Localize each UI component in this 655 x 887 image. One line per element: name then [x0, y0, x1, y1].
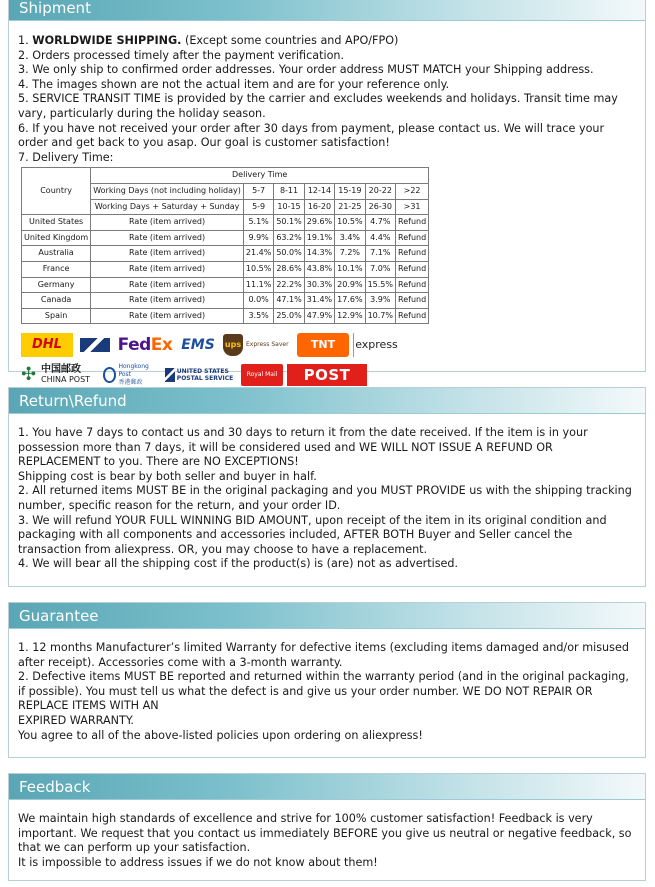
rate-cell: 20.9% [335, 277, 365, 293]
rate-cell: 7.2% [335, 246, 365, 262]
rate-cell: 9.9% [243, 230, 273, 246]
rate-cell: 50.0% [274, 246, 304, 262]
country-header: Country [22, 168, 91, 215]
shipment-item-1: 1. WORLDWIDE SHIPPING. (Except some countries and APO/FPO) [18, 34, 399, 47]
dhl-logo: DHL [21, 333, 73, 357]
table-row [22, 215, 429, 231]
country-cell: France [22, 261, 91, 277]
rate-cell: 7.0% [365, 261, 395, 277]
country-cell: United Kingdom [22, 230, 91, 246]
rate-cell: 14.3% [304, 246, 334, 262]
range-cell: 8-11 [274, 183, 304, 199]
range-cell: 12-14 [304, 183, 334, 199]
rate-cell: 47.1% [274, 293, 304, 309]
rate-cell: 4.7% [365, 215, 395, 231]
guarantee-panel [8, 602, 646, 758]
australia-post-logo: POST [287, 364, 367, 386]
country-cell: Spain [22, 308, 91, 324]
carrier-logos [21, 330, 421, 390]
rate-cell: 63.2% [274, 230, 304, 246]
feedback-body [9, 800, 645, 876]
ups-shield-icon: ups [223, 334, 243, 356]
working-days-header: Working Days (not including holiday) [91, 183, 244, 199]
return-paragraph-1: 1. You have 7 days to contact us and 30 days to return it from the date received. If the item is in your possession more than 7 days, it will be considered used and WE WILL NOT ISSUE A REFUND OR REPLACEMENT to you. There are NO EXCEPTIONS! [18, 426, 588, 469]
shipment-header [9, 0, 645, 21]
guarantee-paragraph-1: 1. 12 months Manufacturer’s limited Warranty for defective items (excluding items damaged and/or misused after receipt). Accessories come with a 3-month warranty. [18, 641, 629, 669]
refund-cell: Refund [396, 261, 429, 277]
rate-label-cell: Rate (item arrived) [91, 293, 244, 309]
express-logo: express [353, 333, 399, 357]
shipment-panel [8, 0, 646, 387]
hongkong-post-icon [103, 367, 116, 383]
usps-logo: UNITED STATES POSTAL SERVICE [165, 363, 237, 387]
delivery-time-table [21, 167, 429, 324]
guarantee-paragraph-4: You agree to all of the above-listed policies upon ordering on aliexpress! [18, 728, 423, 742]
shipment-item-3: 3. We only ship to confirmed order addresses. Your order address MUST MATCH your Shipping address. [18, 63, 594, 77]
royal-mail-logo: Royal Mail [241, 364, 283, 386]
rate-cell: 10.1% [335, 261, 365, 277]
rate-cell: 28.6% [274, 261, 304, 277]
table-row [22, 293, 429, 309]
country-cell: Canada [22, 293, 91, 309]
table-row [22, 230, 429, 246]
rate-cell: 31.4% [304, 293, 334, 309]
range-cell: 16-20 [304, 199, 334, 215]
rate-cell: 30.3% [304, 277, 334, 293]
shipment-title: Shipment [19, 0, 91, 17]
ems-logo: EMS [181, 336, 215, 353]
tnt-logo: TNT [297, 333, 349, 357]
rate-cell: 50.1% [274, 215, 304, 231]
guarantee-body [9, 629, 645, 749]
feedback-title: Feedback [19, 778, 91, 796]
range-cell: >22 [396, 183, 429, 199]
range-cell: 5-9 [243, 199, 273, 215]
rate-cell: 29.6% [304, 215, 334, 231]
guarantee-paragraph-2: 2. Defective items MUST BE reported and returned within the warranty period (and in the original packaging, if possible). You must tell us what the defect is and give us your order number. WE DO NOT REPAIR OR REPLACE ITEMS WITH AN [18, 670, 629, 713]
rate-cell: 11.1% [243, 277, 273, 293]
china-post-icon: ✣ [21, 364, 37, 386]
china-post-logo: ✣ 中国邮政 CHINA POST [21, 364, 91, 386]
feedback-paragraph-2: It is impossible to address issues if we do not know about them! [18, 855, 378, 869]
table-row [22, 277, 429, 293]
eagle-icon [80, 338, 110, 352]
rate-cell: 12.9% [335, 308, 365, 324]
rate-cell: 5.1% [243, 215, 273, 231]
rate-cell: 0.0% [243, 293, 273, 309]
shipment-item-7: 7. Delivery Time: [18, 150, 114, 164]
worldwide-shipping-strong: WORLDWIDE SHIPPING. [32, 34, 182, 47]
guarantee-paragraph-3: EXPIRED WARRANTY. [18, 713, 134, 727]
return-paragraph-2: Shipping cost is bear by both seller and buyer in half. [18, 469, 317, 483]
guarantee-title: Guarantee [19, 607, 99, 625]
range-cell: >31 [396, 199, 429, 215]
refund-cell: Refund [396, 246, 429, 262]
shipment-item-5: 5. SERVICE TRANSIT TIME is provided by the carrier and excludes weekends and holidays. Transit time may vary, particularly during the holiday season. [18, 92, 618, 120]
range-cell: 20-22 [365, 183, 395, 199]
rate-label-cell: Rate (item arrived) [91, 277, 244, 293]
ups-logo: ups Express Saver [223, 333, 293, 357]
shipment-item-6: 6. If you have not received your order after 30 days from payment, please contact us. We will trace your order and get back to you asap. Our goal is customer satisfaction! [18, 121, 605, 150]
working-days-weekend-header: Working Days + Saturday + Sunday [91, 199, 244, 215]
rate-cell: 10.5% [335, 215, 365, 231]
return-refund-header [9, 388, 645, 414]
range-cell: 21-25 [335, 199, 365, 215]
rate-cell: 43.8% [304, 261, 334, 277]
rate-cell: 17.6% [335, 293, 365, 309]
refund-cell: Refund [396, 230, 429, 246]
rate-label-cell: Rate (item arrived) [91, 261, 244, 277]
carrier-logos-row-1 [21, 330, 421, 360]
rate-cell: 10.7% [365, 308, 395, 324]
shipment-item-2: 2. Orders processed timely after the payment verification. [18, 48, 345, 62]
country-cell: Germany [22, 277, 91, 293]
feedback-panel [8, 773, 646, 881]
return-refund-panel [8, 387, 646, 587]
rate-cell: 4.4% [365, 230, 395, 246]
guarantee-header [9, 603, 645, 629]
delivery-time-header: Delivery Time [91, 168, 429, 184]
rate-cell: 19.1% [304, 230, 334, 246]
return-paragraph-5: 4. We will bear all the shipping cost if the product(s) is (are) not as advertised. [18, 557, 459, 571]
country-cell: Australia [22, 246, 91, 262]
table-row [22, 261, 429, 277]
range-cell: 10-15 [274, 199, 304, 215]
refund-cell: Refund [396, 277, 429, 293]
table-row [22, 246, 429, 262]
eagle-icon [165, 368, 175, 382]
rate-cell: 21.4% [243, 246, 273, 262]
shipment-body [9, 21, 645, 396]
rate-label-cell: Rate (item arrived) [91, 230, 244, 246]
rate-cell: 3.9% [365, 293, 395, 309]
carrier-logos-row-2 [21, 360, 421, 390]
refund-cell: Refund [396, 308, 429, 324]
refund-cell: Refund [396, 293, 429, 309]
shipment-item-4: 4. The images shown are not the actual item and are for your reference only. [18, 77, 450, 91]
rate-cell: 10.5% [243, 261, 273, 277]
range-cell: 15-19 [335, 183, 365, 199]
return-refund-body [9, 414, 645, 578]
range-cell: 5-7 [243, 183, 273, 199]
range-cell: 26-30 [365, 199, 395, 215]
rate-cell: 7.1% [365, 246, 395, 262]
refund-cell: Refund [396, 215, 429, 231]
return-paragraph-3: 2. All returned items MUST BE in the original packaging and you MUST PROVIDE us with the shipping tracking number, specific reason for the return, and your order ID. [18, 484, 632, 512]
rate-label-cell: Rate (item arrived) [91, 215, 244, 231]
rate-cell: 25.0% [274, 308, 304, 324]
rate-label-cell: Rate (item arrived) [91, 308, 244, 324]
return-refund-title: Return\Refund [19, 392, 127, 410]
rate-cell: 47.9% [304, 308, 334, 324]
fedex-logo: Fed Ex [117, 334, 173, 355]
rate-cell: 15.5% [365, 277, 395, 293]
rate-cell: 3.5% [243, 308, 273, 324]
table-row [22, 308, 429, 324]
rate-cell: 22.2% [274, 277, 304, 293]
rate-cell: 3.4% [335, 230, 365, 246]
return-paragraph-4: 3. We will refund YOUR FULL WINNING BID AMOUNT, upon receipt of the item in its original condition and packaging with all components and accessories included, AFTER BOTH Buyer and Seller cancel the transaction from aliexpress. OR, you may choose to have a replacement. [18, 513, 607, 556]
feedback-header [9, 774, 645, 800]
usps-eagle-logo [77, 333, 113, 357]
country-cell: United States [22, 215, 91, 231]
hongkong-post-logo: Hongkong Post 香港郵政 [103, 363, 161, 387]
feedback-paragraph-1: We maintain high standards of excellence and strive for 100% customer satisfaction! Feedback is very important. We request that you contact us immediately BEFORE you give us neutral or negative feedback, so that we can perform up your satisfaction. [18, 812, 632, 855]
rate-label-cell: Rate (item arrived) [91, 246, 244, 262]
